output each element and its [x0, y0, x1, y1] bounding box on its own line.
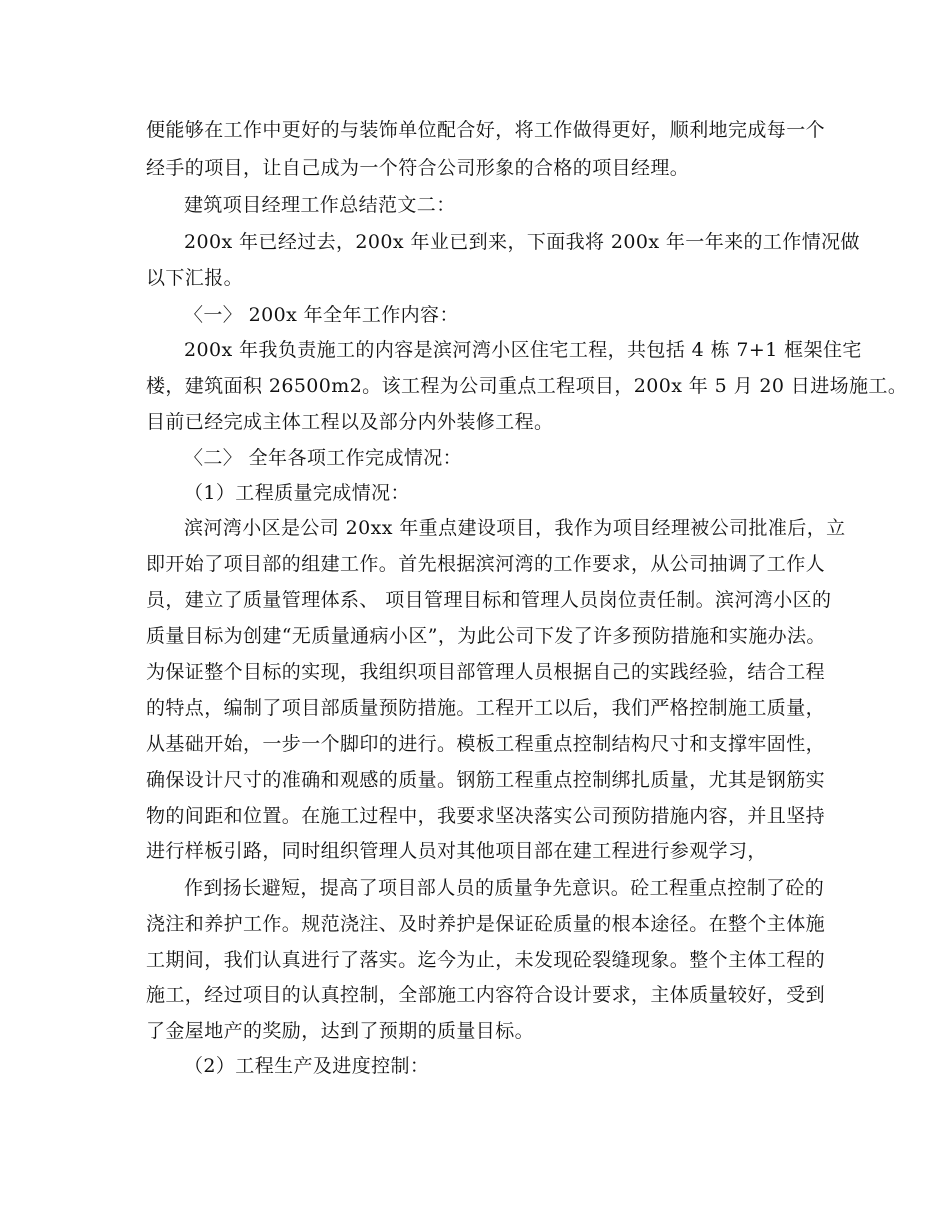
text-line: 200x 年我负责施工的内容是滨河湾小区住宅工程，共包括 4 栋 7+1 框架住宅 — [184, 339, 862, 361]
subheading: （1）工程质量完成情况： — [184, 482, 410, 504]
text-line: 滨河湾小区是公司 20xx 年重点建设项目，我作为项目经理被公司批准后，立 — [184, 517, 846, 539]
text-line: 楼，建筑面积 26500m2。该工程为公司重点工程项目，200x 年 5 月 20 日进场施工。 — [146, 375, 908, 397]
text-line: 以下汇报。 — [146, 267, 244, 289]
text-line: 的特点，编制了项目部质量预防措施。工程开工以后，我们严格控制施工质量， — [146, 697, 826, 719]
text-line: 施工，经过项目的认真控制，全部施工内容符合设计要求，主体质量较好，受到 — [146, 984, 826, 1006]
subheading: 〈一〉 200x 年全年工作内容： — [184, 304, 459, 326]
text-line: 作到扬长避短，提高了项目部人员的质量争先意识。砼工程重点控制了砼的 — [184, 877, 825, 899]
text-line: 员，建立了质量管理体系、 项目管理目标和管理人员岗位责任制。滨河湾小区的 — [146, 589, 832, 611]
text-line: 从基础开始，一步一个脚印的进行。模板工程重点控制结构尺寸和支撑牢固性， — [146, 733, 826, 755]
subheading: （2）工程生产及进度控制： — [184, 1055, 430, 1077]
text-line: 便能够在工作中更好的与装饰单位配合好，将工作做得更好，顺利地完成每一个 — [146, 119, 826, 141]
text-line: 为保证整个目标的实现，我组织项目部管理人员根据自己的实践经验，结合工程 — [146, 661, 826, 683]
text-line: 200x 年已经过去，200x 年业已到来，下面我将 200x 年一年来的工作情况做 — [184, 231, 860, 253]
subheading: 〈二〉 全年各项工作完成情况： — [184, 447, 463, 469]
text-line: 确保设计尺寸的准确和观感的质量。钢筋工程重点控制绑扎质量，尤其是钢筋实 — [146, 769, 826, 791]
text-line: 目前已经完成主体工程以及部分内外装修工程。 — [146, 411, 554, 433]
text-line: 进行样板引路，同时组织管理人员对其他项目部在建工程进行参观学习， — [146, 840, 767, 862]
text-line: 工期间，我们认真进行了落实。迄今为止，未发现砼裂缝现象。整个主体工程的 — [146, 949, 826, 971]
text-line: 了金屋地产的奖励，达到了预期的质量目标。 — [146, 1020, 535, 1042]
section-heading: 建筑项目经理工作总结范文二： — [184, 194, 456, 216]
text-line: 经手的项目，让自己成为一个符合公司形象的合格的项目经理。 — [146, 157, 690, 179]
text-line: 质量目标为创建“无质量通病小区”，为此公司下发了许多预防措施和实施办法。 — [146, 625, 826, 647]
text-line: 即开始了项目部的组建工作。首先根据滨河湾的工作要求，从公司抽调了工作人 — [146, 553, 826, 575]
text-line: 浇注和养护工作。规范浇注、及时养护是保证砼质量的根本途径。在整个主体施 — [146, 913, 826, 935]
text-line: 物的间距和位置。在施工过程中，我要求坚决落实公司预防措施内容，并且坚持 — [146, 805, 826, 827]
